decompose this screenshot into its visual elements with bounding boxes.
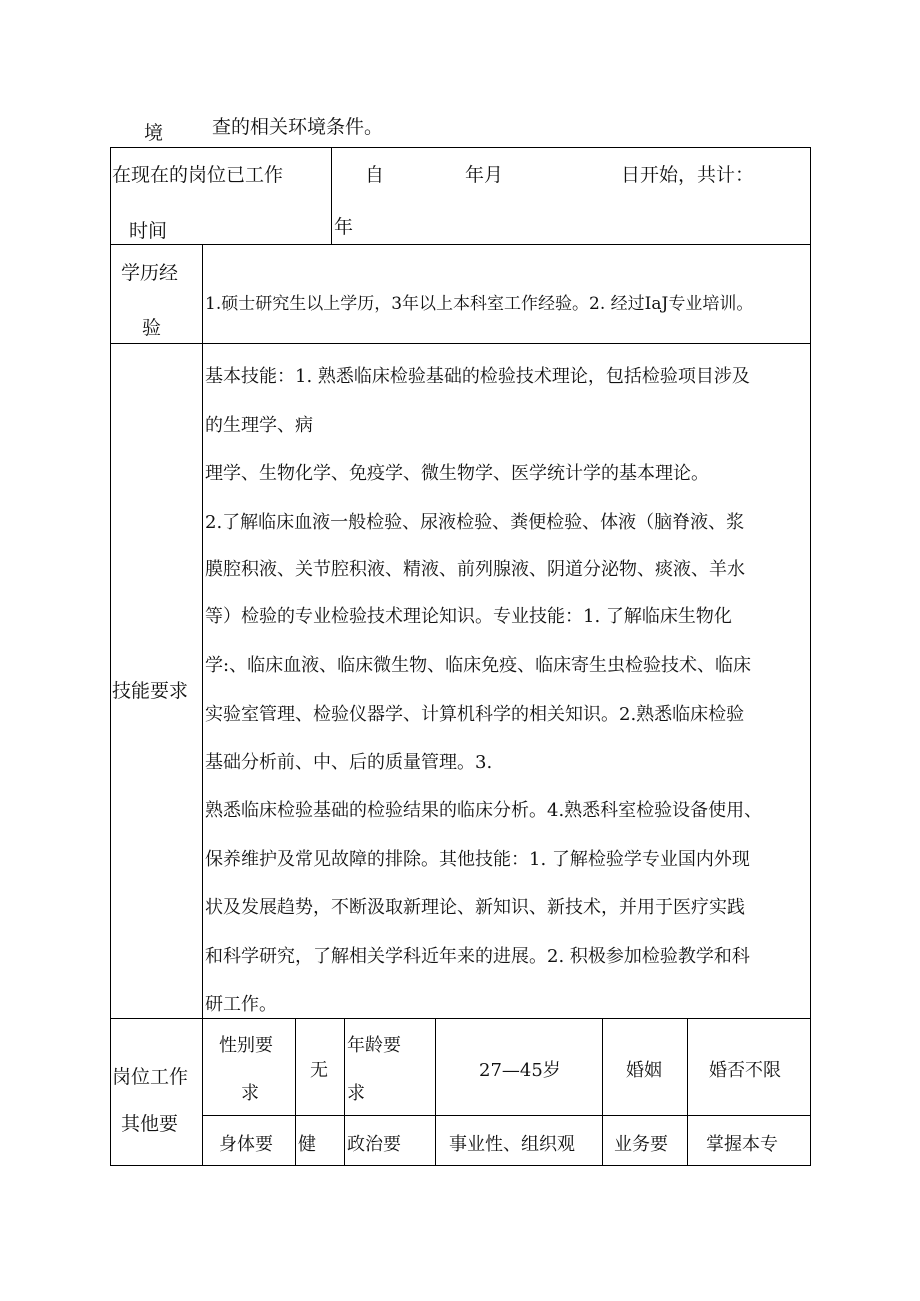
other-label-line2: 其他要 [121,1113,179,1135]
other-label-line1: 岗位工作 [112,1066,189,1088]
business-label: 业务要 [614,1134,668,1155]
marriage-label: 婚姻 [626,1060,662,1081]
politics-label: 政治要 [347,1134,401,1155]
work-time-label-line1: 在现在的岗位已工作 [112,164,284,186]
skills-line: 和科学研究，了解相关学科近年来的进展。2. 积极参加检验教学和科 [205,946,750,967]
age-value: 27—45岁 [479,1060,561,1081]
work-time-label-line2: 时间 [129,220,168,242]
gender-label-line1: 性别要 [219,1035,273,1056]
skills-line: 的生理学、病 [205,415,313,436]
skills-line: 熟悉临床检验基础的检验结果的临床分析。4.熟悉科室检验设备使用、 [205,800,763,821]
gender-label-line2: 求 [241,1083,259,1104]
skills-line: 研工作。 [205,994,277,1015]
education-label-line2: 验 [142,317,162,339]
skills-line: 保养维护及常见故障的排除。其他技能：1. 了解检验学专业国内外现 [205,849,750,870]
skills-line: 学:、临床血液、临床微生物、临床免疫、临床寄生虫检验技术、临床 [205,655,752,676]
work-time-year-month: 年月 [465,164,504,186]
skills-line: 理学、生物化学、免疫学、微生物学、医学统计学的基本理论。 [205,463,709,484]
education-label-line1: 学历经 [121,262,179,284]
work-time-day-start: 日开始，共计： [621,164,755,186]
age-label-line1: 年龄要 [347,1035,401,1056]
skills-line: 状及发展趋势，不断汲取新理论、新知识、新技术，并用于医疗实践 [205,897,745,918]
business-value: 掌握本专 [706,1134,778,1155]
environment-label-tail: 境 [144,122,164,144]
skills-line: 膜腔积液、关节腔积液、精液、前列腺液、阴道分泌物、痰液、羊水 [205,559,745,580]
environment-text: 查的相关环境条件。 [212,116,384,138]
marriage-value: 婚否不限 [709,1060,781,1081]
body-label: 身体要 [219,1134,273,1155]
skills-label: 技能要求 [112,680,189,702]
skills-line: 实验室管理、检验仪器学、计算机科学的相关知识。2.熟悉临床检验 [205,704,745,725]
skills-line: 2.了解临床血液一般检验、尿液检验、粪便检验、体液（脑脊液、浆 [205,512,745,533]
skills-line: 基础分析前、中、后的质量管理。3. [205,752,493,773]
work-time-year: 年 [334,216,354,238]
gender-value: 无 [310,1060,328,1081]
body-value: 健 [298,1134,316,1155]
education-text: 1.硕士研究生以上学历，3年以上本科室工作经验。2. 经过IaJ专业培训。 [205,294,754,314]
skills-line: 基本技能：1. 熟悉临床检验基础的检验技术理论，包括检验项目涉及 [205,366,750,387]
politics-value: 事业性、组织观 [449,1134,575,1155]
skills-line: 等）检验的专业检验技术理论知识。专业技能：1. 了解临床生物化 [205,606,732,627]
work-time-from: 自 [365,164,385,186]
age-label-line2: 求 [347,1083,365,1104]
